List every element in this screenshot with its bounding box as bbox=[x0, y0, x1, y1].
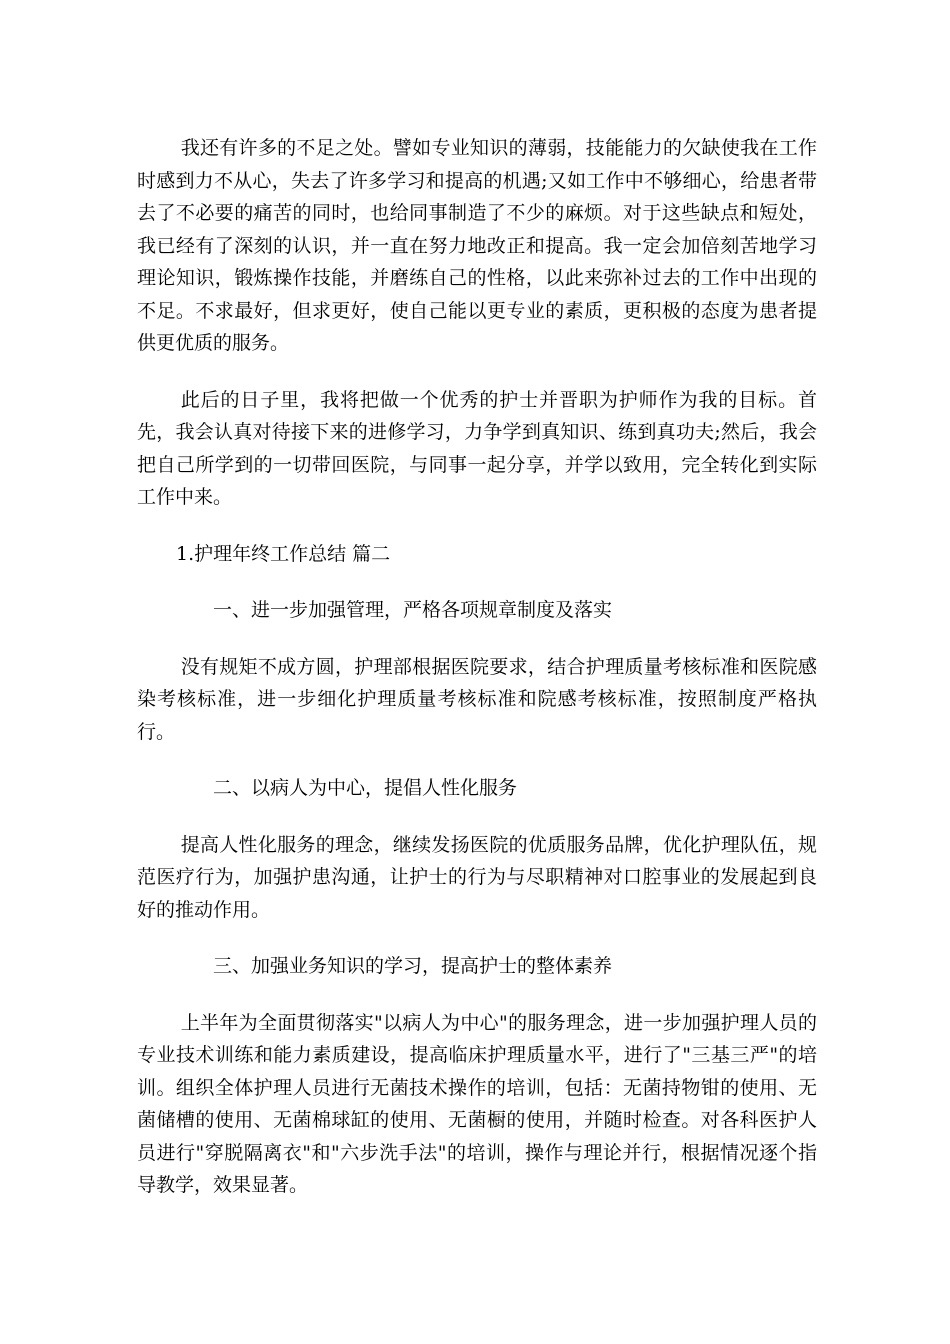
paragraph-patient-centered: 提高人性化服务的理念，继续发扬医院的优质服务品牌，优化护理队伍，规范医疗行为，加强护患沟通，让护士的行为与尽职精神对口腔事业的发展起到良好的推动作用。 bbox=[137, 833, 817, 921]
document-body bbox=[137, 132, 817, 1202]
paragraph-training: 上半年为全面贯彻落实"以病人为中心"的服务理念，进一步加强护理人员的专业技术训练和能力素质建设，提高临床护理质量水平，进行了"三基三严"的培训。组织全体护理人员进行无菌技术操作的培训，包括：无菌持物钳的使用、无菌储槽的使用、无菌棉球缸的使用、无菌橱的使用，并随时检查。对各科医护人员进行"穿脱隔离衣"和"六步洗手法"的培训，操作与理论并行，根据情况逐个指导教学，效果显著。 bbox=[137, 1011, 817, 1196]
paragraph-future-goals: 此后的日子里，我将把做一个优秀的护士并晋职为护师作为我的目标。首先，我会认真对待接下来的进修学习，力争学到真知识、练到真功夫;然后，我会把自己所学到的一切带回医院，与同事一起分享，并学以致用，完全转化到实际工作中来。 bbox=[137, 388, 817, 508]
section-title: 1.护理年终工作总结 篇二 bbox=[176, 542, 391, 565]
heading-training: 三、加强业务知识的学习，提高护士的整体素养 bbox=[213, 955, 613, 977]
heading-management: 一、进一步加强管理，严格各项规章制度及落实 bbox=[213, 599, 613, 621]
heading-patient-centered: 二、以病人为中心，提倡人性化服务 bbox=[213, 777, 518, 799]
paragraph-shortcomings: 我还有许多的不足之处。譬如专业知识的薄弱，技能能力的欠缺使我在工作时感到力不从心，失去了许多学习和提高的机遇;又如工作中不够细心，给患者带去了不必要的痛苦的同时，也给同事制造了不少的麻烦。对于这些缺点和短处，我已经有了深刻的认识，并一直在努力地改正和提高。我一定会加倍刻苦地学习理论知识，锻炼操作技能，并磨练自己的性格，以此来弥补过去的工作中出现的不足。不求最好，但求更好，使自己能以更专业的素质，更积极的态度为患者提供更优质的服务。 bbox=[137, 137, 817, 354]
paragraph-management: 没有规矩不成方圆，护理部根据医院要求，结合护理质量考核标准和医院感染考核标准，进一步细化护理质量考核标准和院感考核标准，按照制度严格执行。 bbox=[137, 655, 817, 743]
